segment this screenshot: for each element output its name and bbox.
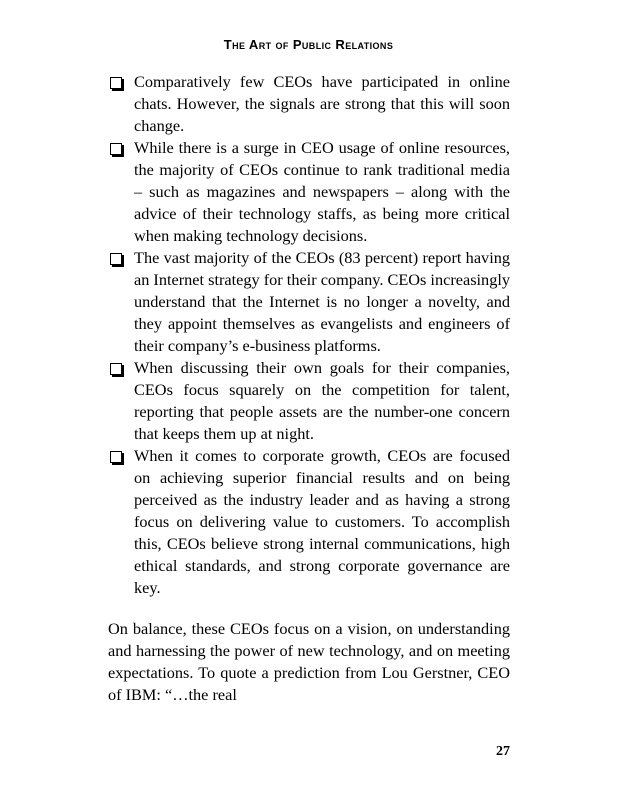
page-body: [108, 71, 510, 706]
list-item-text: The vast majority of the CEOs (83 percent) report having an Internet strategy for their company. CEOs increasingly understand that the Internet is no longer a novelty, and they appoint themselves as evangelists and engineers of their company’s e-business platforms.: [134, 248, 511, 355]
list-item: [108, 247, 510, 357]
list-item: [108, 137, 510, 247]
list-item: [108, 357, 510, 445]
page-number: 27: [496, 744, 510, 759]
checkbox-bullet-icon: [110, 77, 122, 89]
list-item-text: Comparatively few CEOs have participated in online chats. However, the signals are strong that this will soon change.: [134, 72, 510, 135]
list-item-text: When it comes to corporate growth, CEOs are focused on achieving superior financial results and on being perceived as the industry leader and as having a strong focus on delivering value to customers. To accomplish this, CEOs believe strong internal communications, high ethical standards, and strong corporate governance are key.: [134, 446, 510, 597]
checkbox-bullet-icon: [110, 363, 122, 375]
checkbox-bullet-icon: [110, 253, 122, 265]
checkbox-bullet-icon: [110, 451, 122, 463]
list-item: [108, 445, 510, 599]
body-paragraph: On balance, these CEOs focus on a vision, on understanding and harnessing the power of new technology, and on meeting expectations. To quote a prediction from Lou Gerstner, CEO of IBM: “…the real: [108, 619, 510, 704]
checkbox-bullet-icon: [110, 143, 122, 155]
running-head: The Art of Public Relations: [223, 37, 394, 52]
list-item-text: While there is a surge in CEO usage of online resources, the majority of CEOs continue to rank traditional media – such as magazines and newspapers – along with the advice of their technology staffs, as being more critical when making technology decisions.: [134, 138, 510, 245]
list-item: [108, 71, 510, 137]
bullet-list: [108, 71, 510, 599]
list-item-text: When discussing their own goals for their companies, CEOs focus squarely on the competition for talent, reporting that people assets are the number-one concern that keeps them up at night.: [134, 358, 510, 443]
